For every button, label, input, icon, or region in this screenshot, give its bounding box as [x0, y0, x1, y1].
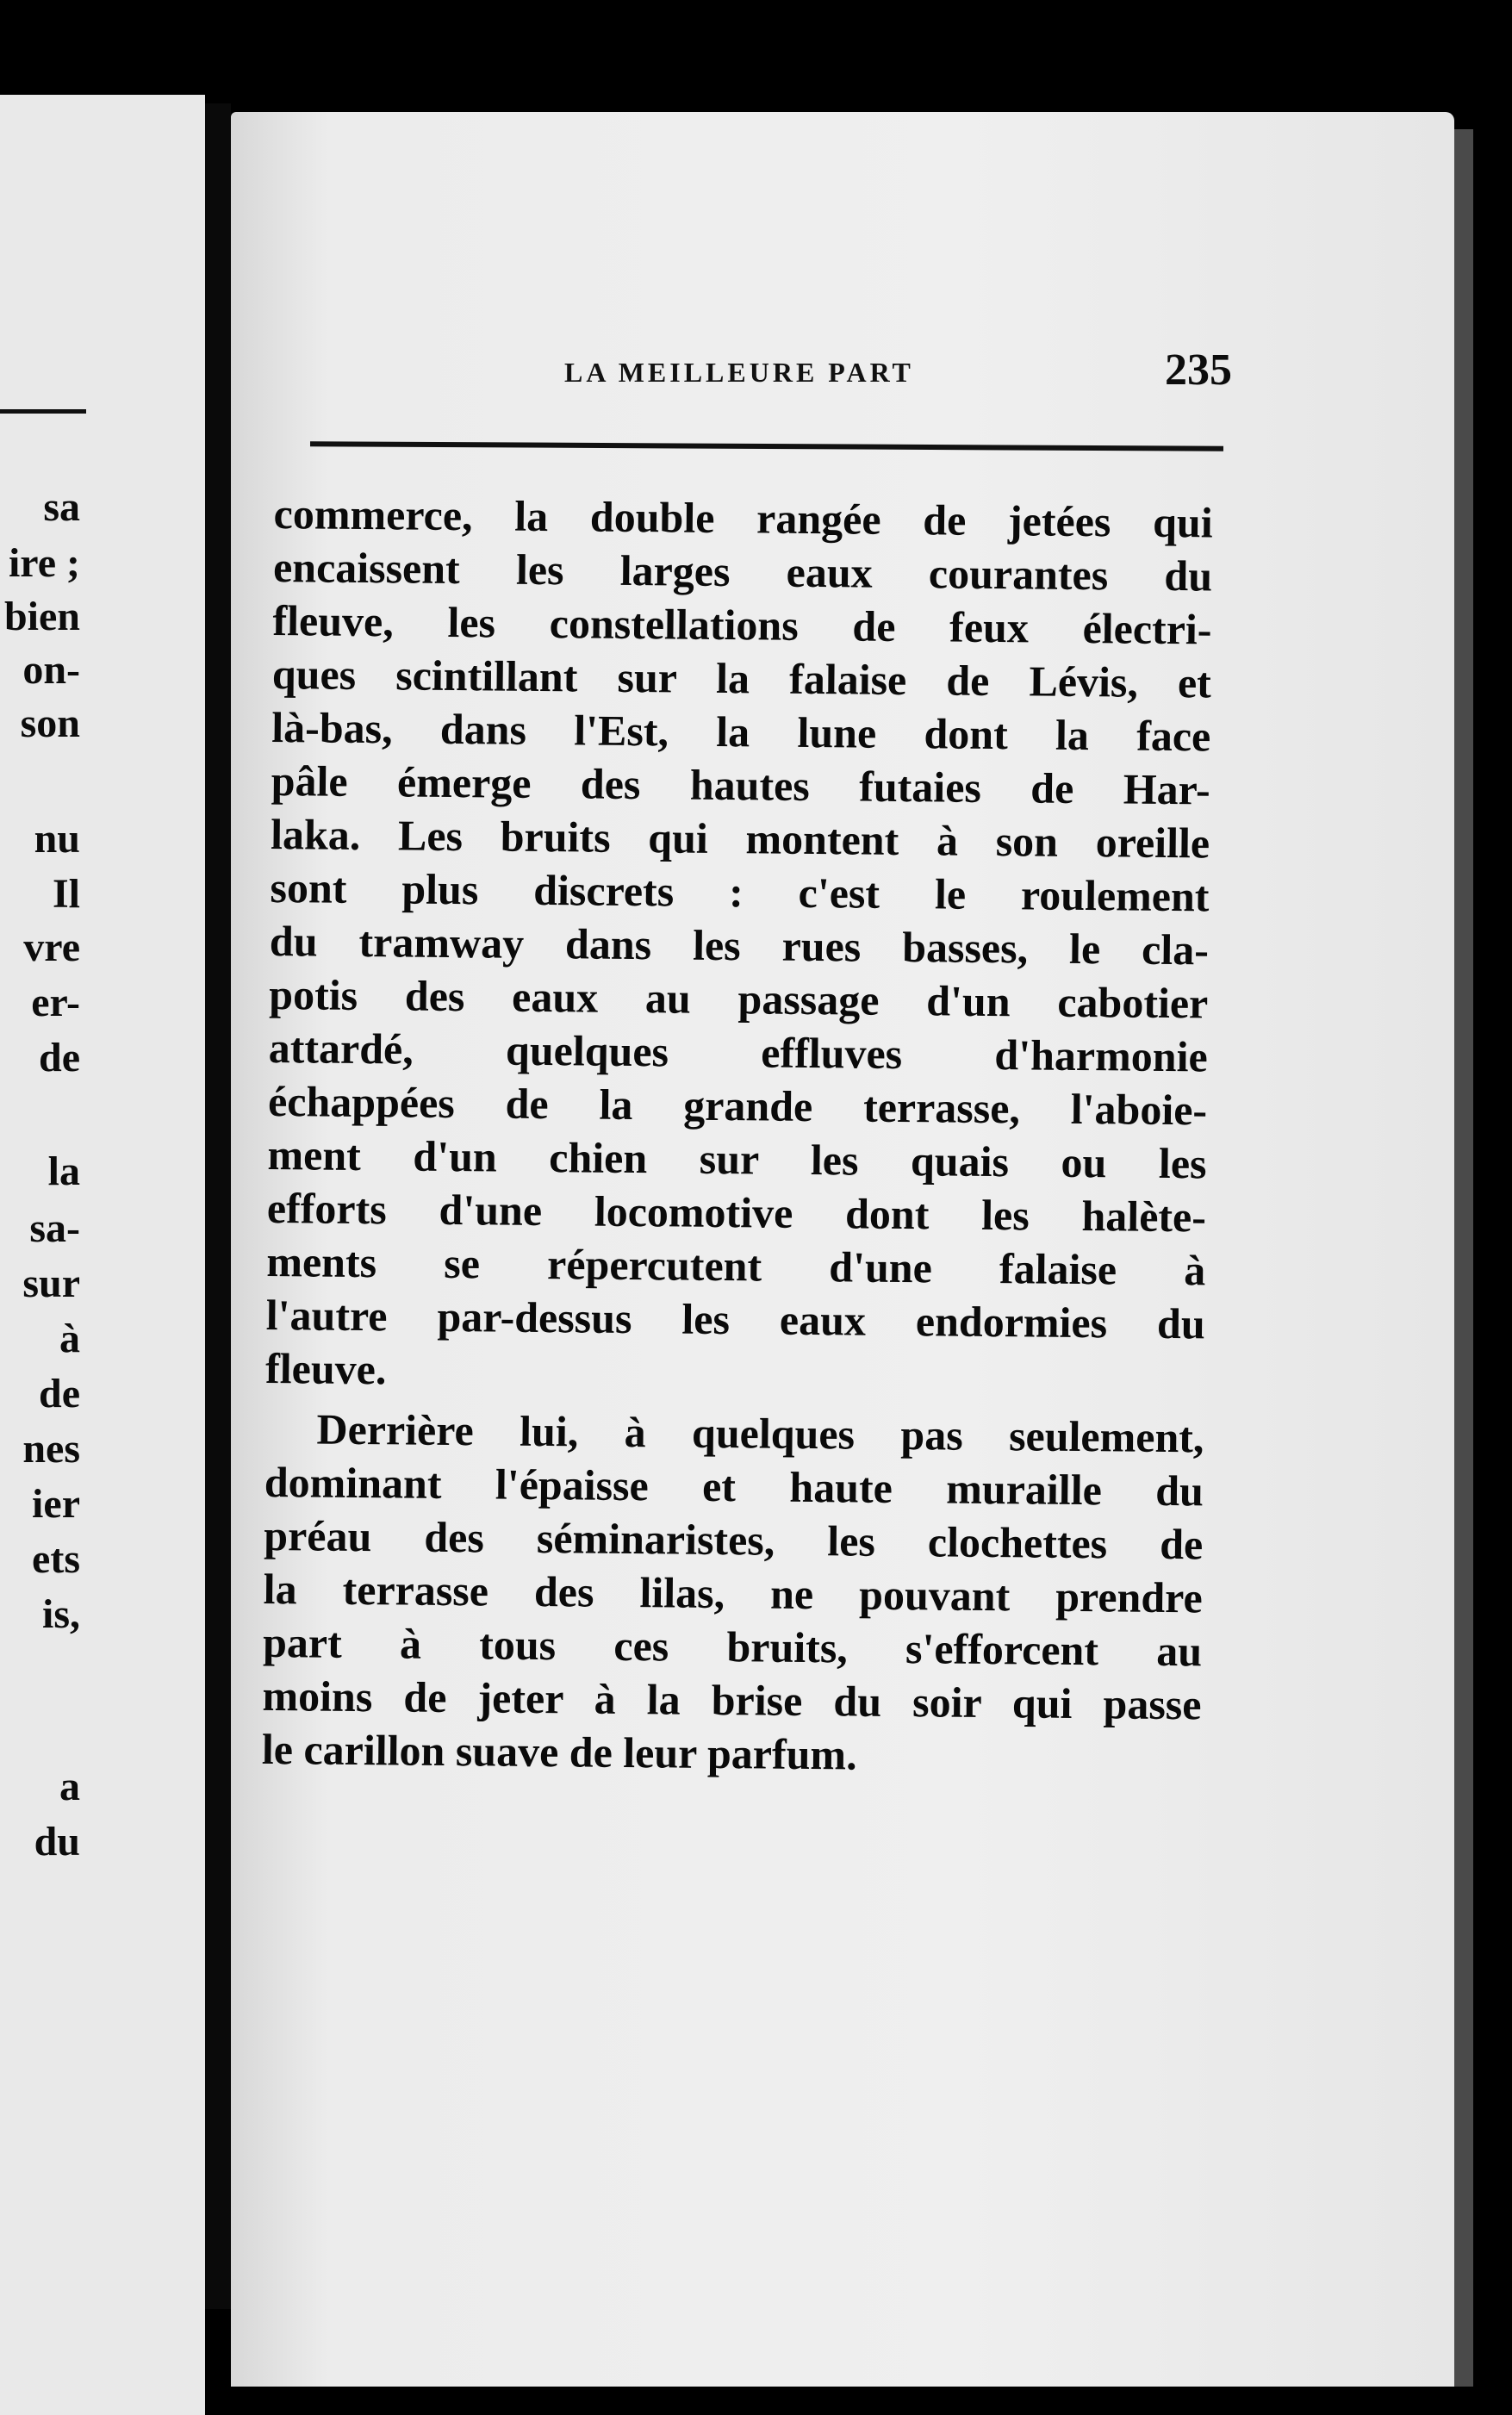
body-text — [262, 487, 1213, 1784]
text-line: commerce, la double rangée de jetées qui — [273, 489, 1213, 547]
text-line: là-bas, dans l'Est, la lune dont la face — [271, 702, 1211, 761]
running-title: LA MEILLEURE PART — [564, 357, 914, 388]
previous-page-fragment: de — [39, 1371, 80, 1416]
text-line: ments se répercutent d'une falaise à — [266, 1236, 1206, 1295]
previous-page-fragment: vre — [23, 924, 80, 970]
paragraph-2 — [262, 1402, 1204, 1784]
previous-page-fragment: sa — [43, 484, 80, 530]
text-line: fleuve, les constellations de feux électri- — [272, 595, 1212, 654]
paragraph-1 — [265, 487, 1213, 1404]
page-edge — [1454, 129, 1473, 2387]
previous-page-fragment: ier — [32, 1481, 80, 1527]
text-line: potis des eaux au passage d'un cabotier — [269, 969, 1209, 1028]
text-line: la terrasse des lilas, ne pouvant prendre — [263, 1564, 1203, 1622]
previous-page-fragment: de — [39, 1035, 80, 1080]
previous-page-fragment: sa- — [29, 1205, 80, 1251]
previous-page-rule — [0, 409, 86, 414]
previous-page-fragment: nes — [22, 1426, 80, 1472]
text-line: attardé, quelques effluves d'harmonie — [268, 1023, 1208, 1081]
previous-page-fragment: la — [47, 1148, 80, 1194]
text-line: le carillon suave de leur parfum. — [261, 1724, 857, 1779]
previous-page-fragment: a — [59, 1764, 80, 1809]
previous-page-fragment: du — [34, 1819, 80, 1864]
text-line: laka. Les bruits qui montent à son oreille — [270, 809, 1210, 868]
text-line: part à tous ces bruits, s'efforcent au — [262, 1617, 1203, 1676]
previous-page-fragment: ets — [32, 1536, 80, 1582]
text-line: sont plus discrets : c'est le roulement — [270, 862, 1210, 921]
previous-page-fragment: bien — [3, 594, 80, 639]
previous-page-fragment: on- — [22, 647, 80, 693]
text-line: échappées de la grande terrasse, l'aboie- — [267, 1076, 1208, 1135]
text-line: encaissent les larges eaux courantes du — [272, 542, 1213, 601]
text-line: pâle émerge des hautes futaies de Har- — [271, 756, 1210, 814]
text-line: préau des séminaristes, les clochettes de — [264, 1510, 1204, 1569]
text-line: du tramway dans les rues basses, le cla- — [269, 916, 1210, 974]
previous-page-fragment: sur — [22, 1260, 80, 1306]
text-line: ques scintillant sur la falaise de Lévis, et — [271, 649, 1212, 707]
text-line: ment d'un chien sur les quais ou les — [267, 1130, 1207, 1188]
text-line: l'autre par-dessus les eaux endormies du — [265, 1290, 1205, 1348]
previous-page-fragment: son — [20, 700, 80, 746]
book-gutter — [205, 103, 231, 2309]
previous-page — [0, 95, 205, 2415]
text-line: dominant l'épaisse et haute muraille du — [264, 1457, 1204, 1516]
previous-page-fragment: ire ; — [8, 540, 80, 586]
page-number: 235 — [1165, 345, 1232, 395]
previous-page-fragment: Il — [52, 871, 80, 917]
previous-page-fragment: er- — [31, 980, 80, 1025]
previous-page-fragment: nu — [34, 816, 80, 862]
text-line: efforts d'une locomotive dont les halète- — [266, 1183, 1207, 1242]
text-line: Derrière lui, à quelques pas seulement, — [316, 1404, 1204, 1462]
running-head — [336, 345, 1232, 396]
text-line: fleuve. — [264, 1343, 387, 1394]
text-line: moins de jeter à la brise du soir qui passe — [262, 1671, 1202, 1729]
previous-page-fragment: à — [59, 1316, 80, 1361]
previous-page-fragment: is, — [41, 1591, 80, 1637]
